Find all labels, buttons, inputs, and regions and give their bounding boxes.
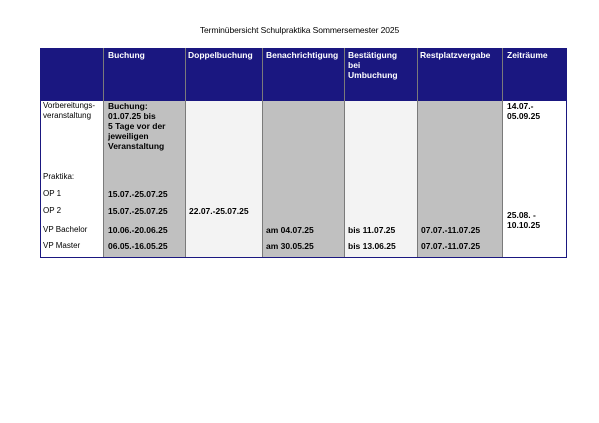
row-label-op2: OP 2 [43,206,62,215]
op2-buchung: 15.07.-25.07.25 [108,206,168,216]
row-label-vp-bachelor: VP Bachelor [43,225,88,234]
vorbereitung-buchung-line3: 5 Tage vor der [108,121,166,131]
vp-master-restplatzvergabe: 07.07.-11.07.25 [421,241,481,251]
header-doppelbuchung: Doppelbuchung [188,50,253,60]
vorbereitung-zeitraum-line2: 05.09.25 [507,111,541,121]
divider [344,48,345,258]
vorbereitung-buchung-line5: Veranstaltung [108,141,165,151]
table-border [40,48,41,258]
vp-bachelor-buchung: 10.06.-20.06.25 [108,225,168,235]
table-border [40,257,567,258]
divider [103,48,104,258]
document-title: Terminübersicht Schulpraktika Sommersemester 2025 [199,25,400,35]
header-bestaetigung-line1: Bestätigung [348,50,398,60]
praktika-zeitraum [507,210,540,230]
divider [185,48,186,258]
vorbereitung-buchung-line1: Buchung: [108,101,148,111]
column-zeitraeume [502,101,567,258]
divider [417,48,418,258]
row-label-vorbereitung-line1: Vorbereitungs- [43,101,96,110]
vorbereitung-zeitraum-line1: 14.07.- [507,101,534,111]
vp-bachelor-bestaetigung: bis 11.07.25 [348,225,396,235]
vp-bachelor-benachrichtigung: am 04.07.25 [266,225,314,235]
vp-master-buchung: 06.05.-16.05.25 [108,241,168,251]
header-bestaetigung-line3: Umbuchung [348,70,398,80]
row-label-vorbereitung [43,101,95,121]
row-label-vp-master: VP Master [43,241,81,250]
vorbereitung-buchung-line4: jeweiligen [108,131,149,141]
header-benachrichtigung: Benachrichtigung [266,50,339,60]
row-label-praktika: Praktika: [43,172,75,181]
op1-buchung: 15.07.-25.07.25 [108,189,168,199]
header-bestaetigung [348,50,398,80]
schedule-table [40,48,567,258]
header-restplatzvergabe: Restplatzvergabe [420,50,491,60]
vp-master-bestaetigung: bis 13.06.25 [348,241,396,251]
row-label-vorbereitung-line2: veranstaltung [43,111,92,120]
op2-doppelbuchung: 22.07.-25.07.25 [189,206,249,216]
vp-master-benachrichtigung: am 30.05.25 [266,241,314,251]
header-buchung: Buchung [108,50,145,60]
table-border [566,48,567,258]
vorbereitung-zeitraum [507,101,540,121]
praktika-zeitraum-line1: 25.08. - [507,210,536,220]
vp-bachelor-restplatzvergabe: 07.07.-11.07.25 [421,225,481,235]
praktika-zeitraum-line2: 10.10.25 [507,220,541,230]
vorbereitung-buchung [108,101,165,151]
divider [262,48,263,258]
vorbereitung-buchung-line2: 01.07.25 bis [108,111,156,121]
column-doppelbuchung [185,101,262,258]
header-zeitraeume: Zeiträume [507,50,548,60]
row-label-op1: OP 1 [43,189,62,198]
divider [502,48,503,258]
header-bestaetigung-line2: bei [348,60,361,70]
